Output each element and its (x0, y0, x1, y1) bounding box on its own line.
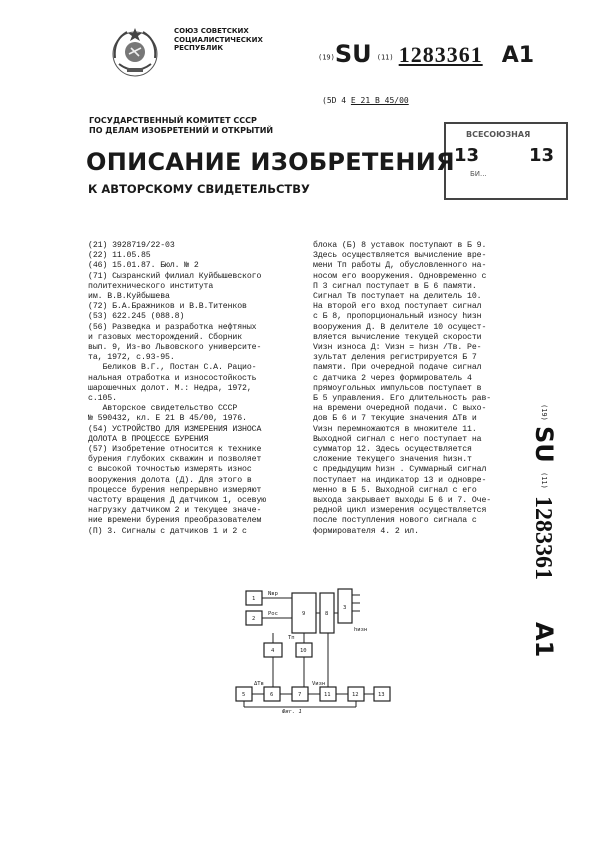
biblio-line: (П) 3. Сигналы с датчиков 1 и 2 с (88, 526, 247, 536)
vertical-patent-number (520, 400, 580, 690)
block-3-label: 3 (343, 605, 347, 611)
abstract-line: формирователя 4. 2 ил. (313, 526, 419, 536)
biblio-line: шарошечных долот. М.: Недра, 1972, (88, 383, 252, 393)
abstract-line: П 3 сигнал поступает в Б 6 памяти. (313, 281, 477, 291)
biblio-line: (46) 15.01.87. Бюл. № 2 (88, 261, 199, 271)
label-nvr: Nвр (268, 591, 278, 597)
country-code: SU (334, 40, 372, 68)
abstract-line: вляется вычисление текущей скорости (313, 332, 482, 342)
label-tp: Тп (288, 635, 295, 641)
biblio-line: (21) 3928719/22-03 (88, 241, 175, 250)
committee-line-1: ГОСУДАРСТВЕННЫЙ КОМИТЕТ СССР (89, 116, 257, 125)
block-1-label: 1 (252, 596, 256, 602)
figure-caption: Фиг. 1 (282, 709, 302, 713)
biblio-line: нальная отработка и износостойкость (88, 373, 257, 383)
abstract-line: с предыдущим hизн . Суммарный сигнал (313, 465, 487, 475)
stamp-number-right: 13 (528, 145, 554, 166)
vertical-country: SU (530, 426, 558, 463)
kind-code: A1 (501, 43, 535, 68)
biblio-line: (22) 11.05.85 (88, 251, 151, 261)
biblio-line: Беликов В.Г., Постан С.А. Рацио- (88, 363, 257, 373)
abstract-line: редной цикл измерения осуществляется (313, 506, 487, 516)
country-line-2: СОЦИАЛИСТИЧЕСКИХ (174, 35, 263, 44)
abstract-line: поступает на индикатор 13 и одновре- (313, 475, 487, 485)
abstract-line: сумматор 12. Здесь осуществляется (313, 445, 472, 455)
abstract-line: менно в Б 5. Выходной сигнал с его (313, 485, 477, 495)
abstract-line: мени Тп работы Д, обусловленного на- (313, 261, 487, 271)
abstract-line: Здесь осуществляется вычисление вре- (313, 251, 487, 261)
stamp-number-left: 13 (454, 145, 480, 166)
abstract-line: блока (Б) 8 уставок поступают в Б 9. (313, 241, 487, 250)
abstract-line: Сигнал Тв поступает на делитель 10. (313, 292, 482, 302)
biblio-line: (54) УСТРОЙСТВО ДЛЯ ИЗМЕРЕНИЯ ИЗНОСА (88, 424, 262, 434)
abstract-line: сложение текущего значения hизн.т (313, 455, 472, 465)
abstract-line: Vизн перемножаются в множителе 11. (313, 424, 477, 434)
patent-number: 1283361 (398, 42, 483, 67)
block-13-label: 13 (378, 692, 385, 698)
ipc-code: E 21 B 45/00 (350, 96, 409, 105)
abstract-line: с Б 8, пропорциональный износу hизн (313, 312, 482, 322)
block-diagram-figure (228, 585, 518, 713)
abstract-line: зультат деления регистрируется Б 7 (313, 353, 477, 363)
block-8-label: 8 (325, 611, 329, 617)
biblio-line: с.105. (88, 394, 117, 404)
biblio-line: (56) Разведка и разработка нефтяных (88, 322, 257, 332)
document-subtitle: К АВТОРСКОМУ СВИДЕТЕЛЬСТВУ (88, 182, 310, 196)
committee-line-2: ПО ДЕЛАМ ИЗОБРЕТЕНИЙ И ОТКРЫТИЙ (89, 126, 274, 135)
biblio-line: (71) Сызранский филиал Куйбышевского (88, 271, 262, 281)
label-pos: Pос (268, 611, 278, 617)
abstract-line: Vизн износа Д: Vизн = hизн /Тв. Ре- (313, 343, 482, 353)
vertical-kind: A1 (530, 622, 558, 658)
block-2-label: 2 (252, 616, 256, 622)
abstract-line: памяти. При очередной подаче сигнал (313, 363, 482, 373)
abstract-line: после поступления нового сигнала с (313, 516, 477, 526)
vertical-prefix-19: (19) (540, 404, 548, 421)
committee-block (89, 116, 419, 136)
vertical-number: 1283361 (530, 496, 556, 580)
label-dtv: ΔТв (254, 681, 264, 687)
label-vizn: Vизн (312, 681, 326, 687)
abstract-line: На второй его вход поступает сигнал (313, 302, 482, 312)
block-11-label: 11 (324, 692, 331, 698)
block-6-label: 6 (270, 692, 274, 698)
biblio-line: (57) Изобретение относится к технике (88, 445, 262, 455)
stamp-line-3: БИ... (470, 170, 487, 178)
biblio-line: с высокой точностью измерять износ (88, 465, 252, 475)
abstract-continuation-column (313, 241, 491, 537)
biblio-line: та, 1972, с.93-95. (88, 353, 175, 363)
biblio-line: вооружения долота (Д). Для этого в (88, 475, 252, 485)
abstract-line: носом его вооружения. Одновременно с (313, 271, 487, 281)
abstract-line: на времени очередной подачи. С выхо- (313, 404, 487, 414)
ussr-emblem (107, 24, 163, 80)
abstract-line: Б 5 управления. Его длительность рав- (313, 394, 492, 404)
abstract-line: выхода закрывает выходы Б 6 и 7. Оче- (313, 496, 492, 506)
vertical-prefix-11: (11) (540, 472, 548, 489)
ipc-classification (322, 96, 409, 105)
document-title: ОПИСАНИЕ ИЗОБРЕТЕНИЯ (86, 148, 455, 176)
label-hizn: hизн (354, 627, 368, 633)
abstract-line: дов Б 6 и 7 текущие значения ΔТв и (313, 414, 477, 424)
abstract-line: Выходной сигнал с него поступает на (313, 434, 482, 444)
biblio-line: процессе бурения непрерывно измеряют (88, 485, 262, 495)
biblio-line: им. В.В.Куйбышева (88, 292, 170, 302)
block-5-label: 5 (242, 692, 246, 698)
biblio-line: Авторское свидетельство СССР (88, 404, 238, 414)
biblio-line: вып. 9, Из-во Львовского университе- (88, 343, 262, 353)
biblio-line: политехнического института (88, 281, 214, 291)
block-4-label: 4 (271, 648, 275, 654)
prefix-19: (19) (318, 53, 335, 62)
ipc-prefix: (5D 4 (322, 96, 347, 105)
biblio-line: (53) 622.245 (088.8) (88, 312, 185, 322)
biblio-line: № 590432, кл. Е 21 В 45/00, 1976. (88, 414, 247, 424)
biblio-line: нагрузку датчиком 2 и текущее значе- (88, 506, 262, 516)
block-12-label: 12 (352, 692, 359, 698)
library-stamp (444, 122, 568, 200)
country-line-1: СОЮЗ СОВЕТСКИХ (174, 27, 249, 35)
prefix-11: (11) (376, 53, 394, 62)
publication-number-block (318, 40, 534, 80)
biblio-line: ДОЛОТА В ПРОЦЕССЕ БУРЕНИЯ (88, 434, 209, 444)
biblio-line: бурения глубоких скважин и позволяет (88, 455, 262, 465)
country-name-block (174, 27, 263, 53)
abstract-line: прямоугольных импульсов поступает в (313, 383, 482, 393)
abstract-line: с датчика 2 через формирователь 4 (313, 373, 472, 383)
biblio-line: ние времени бурения преобразователем (88, 516, 262, 526)
block-7-label: 7 (298, 692, 302, 698)
block-10-label: 10 (300, 648, 307, 654)
biblio-line: (72) Б.А.Бражников и В.В.Титенков (88, 302, 247, 312)
abstract-line: вооружения Д. В делителе 10 осущест- (313, 322, 487, 332)
biblio-line: и газовых месторождений. Сборник (88, 332, 243, 342)
bibliographic-column (88, 241, 266, 537)
stamp-line-1: ВСЕСОЮЗНАЯ (466, 130, 531, 139)
biblio-line: частоту вращения Д датчиком 1, осевую (88, 496, 267, 506)
country-line-3: РЕСПУБЛИК (174, 44, 224, 53)
block-9-label: 9 (302, 611, 306, 617)
